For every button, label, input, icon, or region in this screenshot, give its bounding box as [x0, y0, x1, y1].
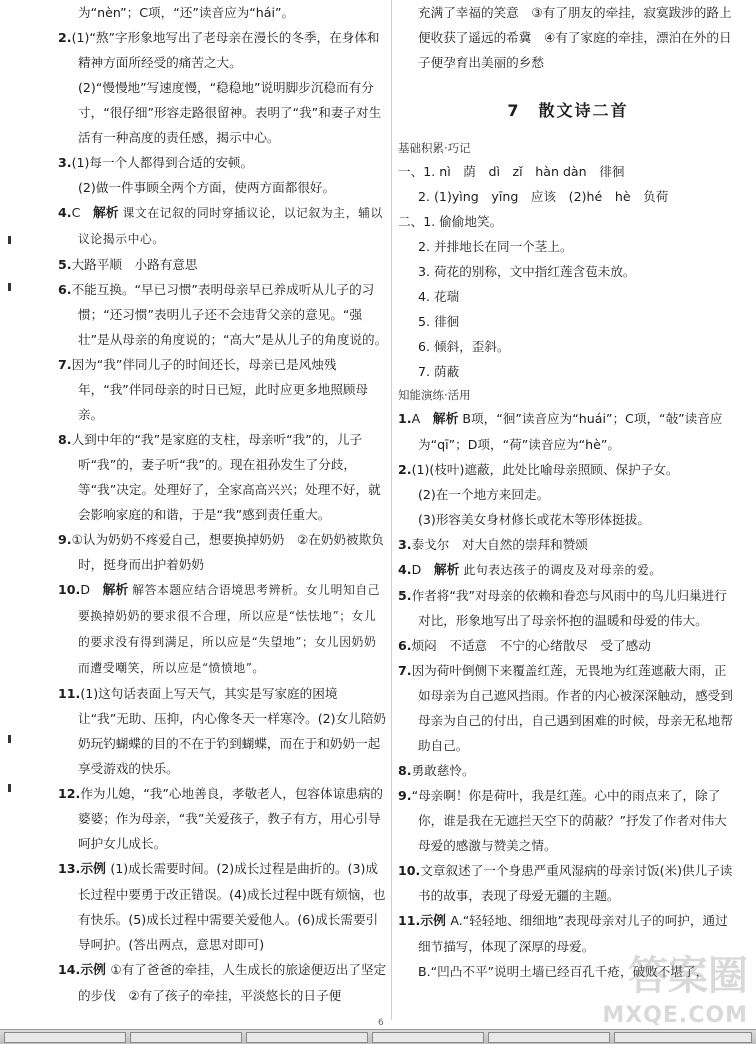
answer-text: C [71, 205, 93, 220]
answer-text: “母亲啊！你是荷叶，我是红莲。心中的雨点来了，除了你，谁是我在无遮拦天空下的荫蔽？”抒发了作者对伟大母爱的感激与赞美之情。 [411, 788, 727, 853]
answer-line [398, 507, 738, 532]
question-number: 9. [58, 532, 72, 547]
taskbar-item[interactable] [614, 1032, 752, 1043]
question-number: 1. [398, 411, 412, 426]
answer-line [398, 0, 738, 75]
answer-text: B.“凹凸不平”说明土墙已经百孔千疮，破败不堪了， [418, 964, 709, 979]
answer-item [58, 681, 388, 781]
taskbar-item[interactable] [130, 1032, 242, 1043]
answer-text: 7. 荫蔽 [418, 364, 460, 379]
right-top-answers [398, 0, 738, 75]
answer-text: A.“轻轻地、细细地”表现母亲对儿子的呵护，通过细节描写，体现了深厚的母爱。 [418, 913, 728, 954]
answer-item [398, 758, 738, 783]
answer-text: (1)每一个人都得到合适的安顿。 [71, 155, 254, 170]
question-number: 4. [58, 205, 72, 220]
answer-text: 6. 倾斜，歪斜。 [418, 339, 510, 354]
margin-mark [8, 784, 11, 792]
answer-line [398, 284, 738, 309]
answer-text: 4. 花瑞 [418, 289, 460, 304]
answer-item [398, 783, 738, 858]
question-number: 6. [58, 282, 72, 297]
answer-text: (1)(枝叶)遮蔽，此处比喻母亲照顾、保护子女。 [411, 462, 679, 477]
answer-line [58, 175, 388, 200]
answer-item [58, 577, 388, 681]
answer-line [398, 309, 738, 334]
answer-item [398, 532, 738, 557]
answer-line [398, 359, 738, 384]
answer-text: 勇敢慈怜。 [411, 763, 475, 778]
answer-line [398, 259, 738, 284]
answer-text: 一、1. nì 荫 dì zǐ hàn dàn 徘徊 [398, 164, 625, 179]
question-number: 9. [398, 788, 412, 803]
question-number: 7. [58, 357, 72, 372]
section-heading-practice: 知能演练·活用 [398, 388, 471, 402]
answer-text: 因为“我”伴同儿子的时间还长，母亲已是风烛残年，“我”伴同母亲的时日已短，此时应更多地照顾母亲。 [71, 357, 369, 422]
answer-item [58, 856, 388, 957]
analysis-label: 解析 [433, 563, 460, 578]
answer-item [58, 957, 388, 1008]
answer-text: 大路平顺 小路有意思 [71, 257, 198, 272]
practice-answers [398, 406, 738, 984]
answer-item [58, 781, 388, 856]
analysis-text: B项，“徊”读音应为“huái”；C项，“敧”读音应为“qī”；D项，“荷”读音应为“hè”。 [418, 411, 723, 452]
question-number: 10. [398, 863, 421, 878]
question-number: 8. [58, 432, 72, 447]
answer-text: 泰戈尔 对大自然的崇拜和赞颂 [411, 537, 588, 552]
answer-item [398, 457, 738, 482]
answer-item [58, 352, 388, 427]
answer-text: 5. 徘徊 [418, 314, 460, 329]
question-number: 2. [398, 462, 412, 477]
lesson-title: 7 散文诗二首 [507, 101, 629, 120]
answer-item [398, 406, 738, 457]
answer-line [58, 75, 388, 150]
question-number: 3. [58, 155, 72, 170]
answer-text: ①认为奶奶不疼爱自己，想要换掉奶奶 ②在奶奶被欺负时，挺身而出护着奶奶 [71, 532, 384, 572]
taskbar-item[interactable] [372, 1032, 484, 1043]
question-number: 8. [398, 763, 412, 778]
analysis-text: 此句表达孩子的调皮及对母亲的爱。 [463, 563, 662, 577]
question-number: 11. [58, 686, 81, 701]
answer-item [58, 150, 388, 175]
question-number: 12. [58, 786, 81, 801]
left-column [58, 0, 388, 1008]
answer-text: 因为荷叶倒侧下来覆盖红莲，无畏地为红莲遮蔽大雨，正如母亲为自己遮风挡雨。作者的内心被深深触动，感受到母亲为自己的付出，自己遇到困难的时候，母亲无私地帮助自己。 [411, 663, 733, 753]
analysis-label: 解析 [102, 583, 129, 598]
answer-text: (1)“熬”字形象地写出了老母亲在漫长的冬季，在身体和精神方面所经受的痛苦之大。 [71, 30, 380, 70]
answer-text: 烦闷 不适意 不宁的心绪散尽 受了感动 [411, 638, 651, 653]
answer-line [398, 482, 738, 507]
answer-text: 3. 荷花的别称，文中指红莲含苞未放。 [418, 264, 636, 279]
answer-text: (2)做一件事顾全两个方面，使两方面都很好。 [78, 180, 336, 195]
answer-text: (2)在一个地方来回走。 [418, 487, 550, 502]
answer-line [398, 234, 738, 259]
page-number: 6 [378, 1018, 384, 1028]
answer-text: 作者将“我”对母亲的依赖和眷恋与风雨中的鸟儿归巢进行对比，形象地写出了母亲怀抱的温暖和母爱的伟大。 [411, 588, 727, 628]
answer-text: 不能互换。“早已习惯”表明母亲早已养成听从儿子的习惯；“还习惯”表明儿子还不会违背父亲的意见。“强壮”是从母亲的角度说的；“高大”是从儿子的角度说的。 [71, 282, 388, 347]
answer-item [398, 858, 738, 908]
margin-mark [8, 283, 11, 291]
question-number: 5. [398, 588, 412, 603]
answer-text: 充满了幸福的笑意 ③有了朋友的牵挂，寂寞跋涉的路上便收获了遥远的希冀 ④有了家庭的牵挂，漂泊在外的日子便孕育出美丽的乡愁 [418, 5, 732, 70]
question-number: 10. [58, 582, 81, 597]
answer-text: (3)形容美女身材修长或花木等形体挺拔。 [418, 512, 650, 527]
answer-text: (2)“慢慢地”写速度慢，“稳稳地”说明脚步沉稳而有分寸，“很仔细”形容走路很留神。表明了“我”和妻子对生活有一种高度的责任感，揭示中心。 [78, 80, 382, 145]
question-number: 2. [58, 30, 72, 45]
column-divider [391, 0, 392, 1020]
answer-text: 文章叙述了一个身患严重风湿病的母亲讨饭(米)供儿子读书的故事，表现了母爱无疆的主题。 [418, 863, 733, 903]
question-number: 5. [58, 257, 72, 272]
answer-item [58, 252, 388, 277]
question-number: 14. [58, 962, 81, 977]
analysis-text: 课文在记叙的同时穿插议论，以记叙为主，辅以议论揭示中心。 [78, 206, 383, 246]
answer-item [58, 527, 388, 577]
answer-item [398, 658, 738, 758]
margin-mark [8, 236, 11, 244]
question-number: 7. [398, 663, 412, 678]
analysis-text: 解答本题应结合语境思考辨析。女儿明知自己要换掉奶奶的要求很不合理，所以应是“怯怯地”；女儿的要求没有得到满足，所以应是“失望地”；女儿因奶奶而遭受嘲笑，所以应是“愤愤地”。 [78, 583, 381, 675]
answer-item [398, 557, 738, 583]
answer-item [398, 633, 738, 658]
analysis-label: 解析 [432, 412, 459, 427]
answer-text: A [411, 411, 433, 426]
answer-line [398, 159, 738, 184]
answer-line [398, 184, 738, 209]
question-number: 4. [398, 562, 412, 577]
example-label: 示例 [80, 963, 111, 978]
right-column [398, 0, 738, 984]
answer-line [398, 209, 738, 234]
answer-text: ①有了爸爸的牵挂，人生成长的旅途便迈出了坚定的步伐 ②有了孩子的牵挂，平淡悠长的日子便 [78, 962, 387, 1003]
answer-text: (1)成长需要时间。(2)成长过程是曲折的。(3)成长过程中要勇于改正错误。(4)成长过程中既有烦恼，也有快乐。(5)成长过程中需要关爱他人。(6)成长需要引导呵护。(答出两点，意思对即可) [78, 861, 386, 952]
taskbar-item[interactable] [246, 1032, 368, 1043]
answer-item [398, 583, 738, 633]
answer-line [58, 0, 388, 25]
answer-text: 2. 并排地长在同一个茎上。 [418, 239, 573, 254]
watermark-logo: 答案圈 MXQE.COM [602, 952, 748, 1028]
question-number: 13. [58, 861, 81, 876]
answer-item [58, 277, 388, 352]
answer-line [398, 334, 738, 359]
answer-text: 人到中年的“我”是家庭的支柱，母亲听“我”的，儿子听“我”的，妻子听“我”的。现在祖孙发生了分歧，等“我”决定。处理好了，全家高高兴兴；处理不好，就会影响家庭的和谐，于是“我”感到责任重大。 [71, 432, 381, 522]
viewer-bottom-bar [0, 1029, 756, 1044]
question-number: 3. [398, 537, 412, 552]
basics-answers [398, 159, 738, 384]
answer-text: 二、1. 偷偷地笑。 [398, 214, 503, 229]
taskbar-item[interactable] [4, 1032, 126, 1043]
analysis-label: 解析 [92, 206, 119, 221]
answer-text: 为“nèn”；C项，“还”读音应为“hái”。 [78, 5, 295, 20]
margin-mark [8, 735, 11, 743]
example-label: 示例 [80, 862, 111, 877]
example-label: 示例 [420, 914, 451, 929]
answer-text: D [80, 582, 103, 597]
answer-text: D [411, 562, 434, 577]
answer-text: 作为儿媳，“我”心地善良，孝敬老人，包容体谅患病的婆婆；作为母亲，“我”关爱孩子，教子有方，用心引导呵护女儿成长。 [78, 786, 384, 851]
question-number: 11. [398, 913, 421, 928]
answer-item [58, 200, 388, 252]
taskbar-item[interactable] [488, 1032, 610, 1043]
section-heading-basics: 基础积累·巧记 [398, 141, 471, 155]
question-number: 6. [398, 638, 412, 653]
answer-text: 2. (1)yìng yīng 应该 (2)hé hè 负荷 [418, 189, 669, 204]
answer-text: (1)这句话表面上写天气，其实是写家庭的困境让“我”无助、压抑，内心像冬天一样寒冷。(2)女儿陪奶奶玩钓蝴蝶的目的不在于钓到蝴蝶，而在于和奶奶一起享受游戏的快乐。 [78, 686, 386, 776]
answer-item [58, 25, 388, 75]
answer-item [58, 427, 388, 527]
